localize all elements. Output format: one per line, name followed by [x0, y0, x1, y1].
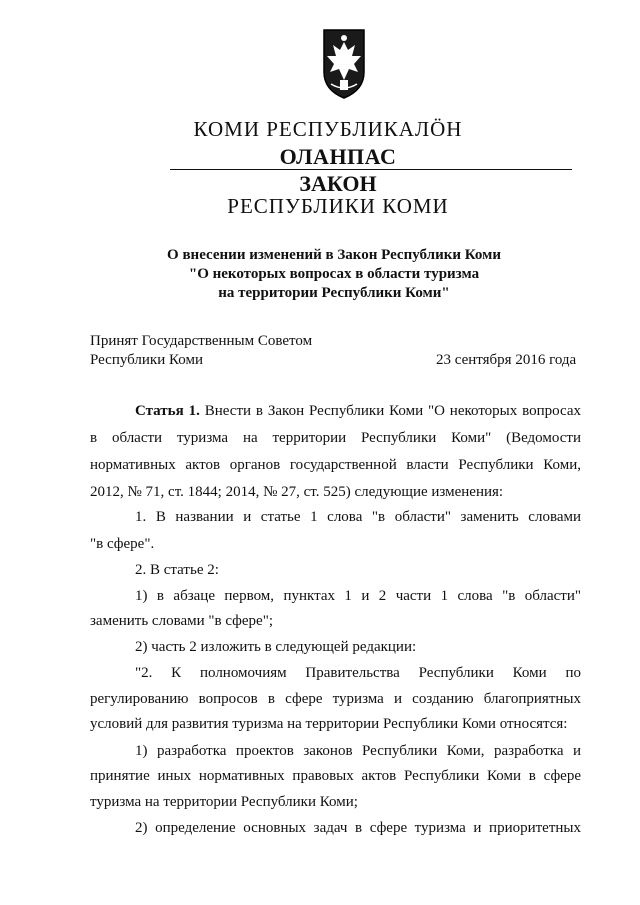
body-line: в области туризма на территории Республики Коми" (Ведомости [90, 430, 581, 446]
header-law-label: ЗАКОН [299, 171, 377, 196]
body-line: 2. В статье 2: [135, 562, 219, 578]
body-line: условий для развития туризма на территории Республики Коми относятся: [90, 716, 568, 732]
body-line: 2) определение основных задач в сфере туризма и приоритетных [135, 820, 581, 836]
body-line: "в сфере". [90, 536, 155, 552]
header-law-komi-lang: ОЛАНПАС [279, 144, 397, 169]
article-label: Статья 1. [135, 403, 200, 419]
header-republic-ru: РЕСПУБЛИКИ КОМИ [227, 194, 449, 218]
adoption-line-2: Республики Коми [90, 352, 203, 368]
body-line: 1. В названии и статье 1 слова "в области" заменить словами [135, 509, 581, 525]
body-line: принятие иных нормативных правовых актов Республики Коми в сфере [90, 768, 581, 784]
adoption-line-1: Принят Государственным Советом [90, 333, 313, 349]
body-line: туризма на территории Республики Коми; [90, 794, 358, 810]
body-line: 1) в абзаце первом, пунктах 1 и 2 части 1 слова "в области" [135, 588, 581, 604]
law-title-line-1: О внесении изменений в Закон Республики Коми [167, 247, 501, 263]
header-divider [170, 169, 572, 170]
header-republic-komi-lang: КОМИ РЕСПУБЛИКАЛÖН [193, 117, 463, 141]
law-title-line-3: на территории Республики Коми" [218, 285, 450, 301]
law-title-line-2: "О некоторых вопросах в области туризма [188, 266, 480, 282]
body-line: регулированию вопросов в сфере туризма и созданию благоприятных [90, 691, 581, 707]
adoption-date: 23 сентября 2016 года [436, 352, 577, 368]
body-line: 2012, № 71, ст. 1844; 2014, № 27, ст. 525) следующие изменения: [90, 484, 504, 500]
body-line: "2. К полномочиям Правительства Республики Коми по [135, 665, 581, 681]
body-line: 2) часть 2 изложить в следующей редакции: [135, 639, 417, 655]
body-line: заменить словами "в сфере"; [90, 613, 274, 629]
body-line: 1) разработка проектов законов Республики Коми, разработка и [135, 743, 581, 759]
body-line: Статья 1. Внести в Закон Республики Коми "О некоторых вопросах [135, 403, 582, 419]
komi-coat-of-arms-emblem [321, 28, 367, 100]
body-line: нормативных актов органов государственной власти Республики Коми, [90, 457, 581, 473]
